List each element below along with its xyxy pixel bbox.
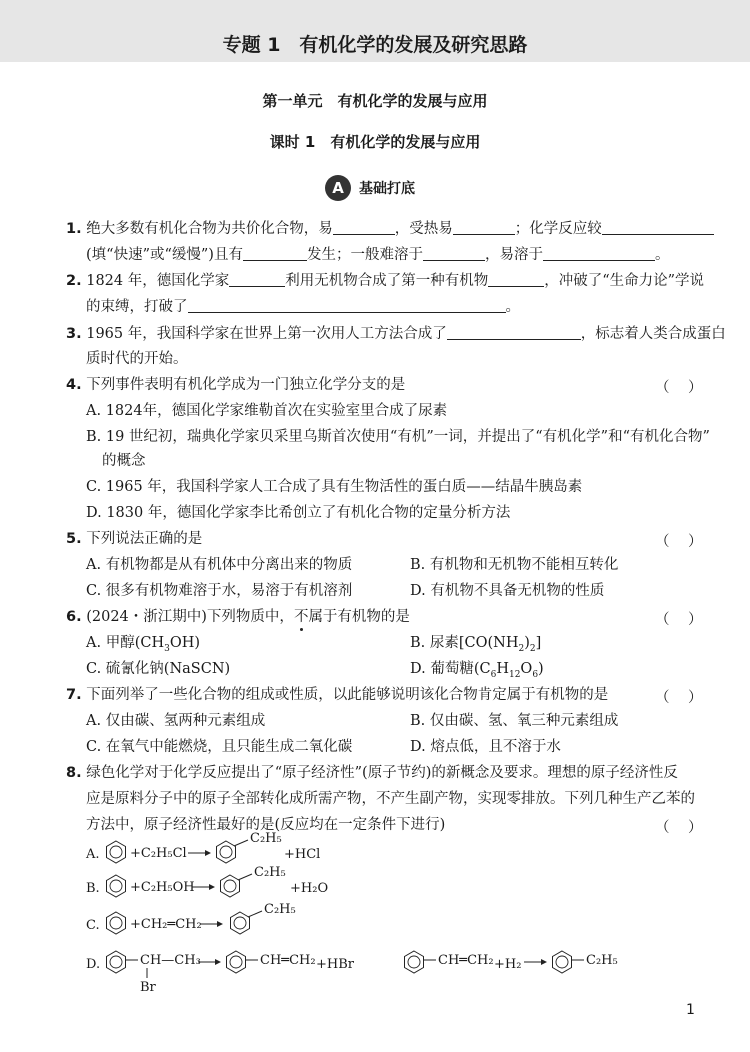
question-text: 下列说法正确的是 xyxy=(86,531,203,547)
benzene-ring-icon xyxy=(217,841,236,863)
side-chain: CH—CH₃ xyxy=(140,953,201,968)
option-d[interactable]: D. 1830 年，德国化学家李比希创立了有机化合物的定量分析方法 xyxy=(86,505,511,521)
subscript: 2 xyxy=(529,643,536,654)
question-text: 属于有机物的是 xyxy=(308,609,410,625)
reagent: +CH₂═CH₂ xyxy=(130,917,202,932)
subscript: 6 xyxy=(490,669,497,680)
question-8-line-3: 方法中，原子经济性最好的是(反应均在一定条件下进行) xyxy=(86,817,446,833)
option-label: C. xyxy=(86,918,100,933)
side-chain: CH═CH₂ xyxy=(438,953,494,968)
unit-title: 第一单元 有机化学的发展与应用 xyxy=(262,92,488,110)
question-text: 1824 年，德国化学家 xyxy=(86,273,230,289)
question-text: ；化学反应较 xyxy=(514,221,602,237)
question-text: 。 xyxy=(654,247,670,263)
option-label: A. xyxy=(86,847,100,862)
question-3-line-2: 质时代的开始。 xyxy=(86,351,188,367)
question-number: 6. xyxy=(66,609,82,625)
reaction-b[interactable] xyxy=(86,865,328,897)
page-number: 1 xyxy=(686,1002,695,1018)
question-text: 发生；一般难溶于 xyxy=(306,247,423,263)
lesson-title: 课时 1 有机化学的发展与应用 xyxy=(269,133,481,151)
option-c[interactable]: C. 很多有机物难溶于水，易溶于有机溶剂 xyxy=(86,583,353,599)
question-number: 1. xyxy=(66,221,82,237)
question-text: 下面列举了一些化合物的组成或性质，以此能够说明该化合物肯定属于有机物的是 xyxy=(86,687,609,703)
bond-line xyxy=(248,911,262,917)
question-text: 。 xyxy=(505,299,520,315)
benzene-ring-icon xyxy=(553,951,572,973)
question-text: ，冲破了“生命力论”学说 xyxy=(544,273,705,289)
question-number: 2. xyxy=(66,273,82,289)
reagent: +C₂H₅Cl xyxy=(130,846,187,861)
question-number: 3. xyxy=(66,326,82,342)
benzene-ring-icon xyxy=(107,951,126,973)
substituent: C₂H₅ xyxy=(250,831,282,846)
question-text: 利用无机物合成了第一种有机物 xyxy=(285,273,489,289)
chapter-title: 专题 1 有机化学的发展及研究思路 xyxy=(222,34,528,56)
question-source: (2024・浙江期中) xyxy=(86,609,207,625)
option-a[interactable]: A. 仅由碳、氢两种元素组成 xyxy=(86,713,266,729)
question-text: ，易溶于 xyxy=(484,247,543,263)
reaction-d[interactable] xyxy=(86,951,618,995)
option-b[interactable]: B. 19 世纪初，瑞典化学家贝采里乌斯首次使用“有机”一词，并提出了“有机化学”和“有机化合物” xyxy=(86,429,710,445)
substituent: C₂H₅ xyxy=(586,953,618,968)
option-text: OH) xyxy=(169,635,201,651)
subscript: 2 xyxy=(518,643,525,654)
reaction-c[interactable] xyxy=(86,902,296,934)
question-text: 下列事件表明有机化学成为一门独立化学分支的是 xyxy=(86,377,406,393)
option-c[interactable]: C. 在氧气中能燃烧，且只能生成二氧化碳 xyxy=(86,739,353,755)
option-b[interactable]: B. 有机物和无机物不能相互转化 xyxy=(410,557,619,573)
option-c[interactable]: C. 硫氰化钠(NaSCN) xyxy=(86,661,231,677)
byproduct: +H₂O xyxy=(290,881,329,896)
reagent: +H₂ xyxy=(494,957,522,972)
answer-parentheses[interactable]: （ ） xyxy=(655,690,705,706)
question-text: 1965 年，我国科学家在世界上第一次用人工方法合成了 xyxy=(86,326,447,342)
bond-line xyxy=(234,840,248,846)
section-badge: A xyxy=(325,175,351,201)
option-a[interactable]: A. 1824年，德国化学家维勒首次在实验室里合成了尿素 xyxy=(86,403,448,419)
option-label: B. xyxy=(86,881,100,896)
option-c[interactable]: C. 1965 年，我国科学家人工合成了具有生物活性的蛋白质——结晶牛胰岛素 xyxy=(86,479,583,495)
question-text: 绿色化学对于化学反应提出了“原子经济性”(原子节约)的新概念及要求。理想的原子经济性反 xyxy=(86,765,678,781)
question-number: 8. xyxy=(66,765,82,781)
byproduct: +HCl xyxy=(284,847,321,862)
substituent: C₂H₅ xyxy=(264,902,296,917)
question-8-line-2: 应是原料分子中的原子全部转化成所需产物，不产生副产物，实现零排放。下列几种生产乙苯的 xyxy=(86,791,695,807)
question-text: ，受热易 xyxy=(394,221,453,237)
subscript: 3 xyxy=(164,643,170,654)
option-text: D. 葡萄糖(C xyxy=(410,661,491,677)
option-text: ) xyxy=(538,661,544,677)
option-text: A. 甲醇(CH xyxy=(86,635,165,651)
substituent: C₂H₅ xyxy=(254,865,286,880)
benzene-ring-icon xyxy=(107,912,126,934)
option-b-continued: 的概念 xyxy=(102,453,146,469)
side-chain: CH═CH₂ xyxy=(260,953,316,968)
section-label: 基础打底 xyxy=(359,181,415,197)
option-label: D. xyxy=(86,957,101,972)
benzene-ring-icon xyxy=(107,841,126,863)
option-text: ] xyxy=(535,635,542,651)
answer-parentheses[interactable]: （ ） xyxy=(655,820,705,836)
bromine-label: Br xyxy=(140,980,156,995)
answer-parentheses[interactable]: （ ） xyxy=(655,380,705,396)
benzene-ring-icon xyxy=(405,951,424,973)
bond-line xyxy=(238,874,252,880)
answer-parentheses[interactable]: （ ） xyxy=(655,534,705,550)
option-a[interactable]: A. 有机物都是从有机体中分离出来的物质 xyxy=(86,557,353,573)
benzene-ring-icon xyxy=(107,875,126,897)
question-number: 5. xyxy=(66,531,82,547)
benzene-ring-icon xyxy=(221,875,240,897)
option-text: B. 尿素[CO(NH xyxy=(410,635,519,651)
answer-parentheses[interactable]: （ ） xyxy=(655,612,705,628)
option-text: H xyxy=(496,661,509,677)
byproduct: +HBr xyxy=(316,957,354,972)
subscript: 6 xyxy=(532,669,539,680)
option-text: O xyxy=(520,661,533,677)
emphasis-not: 不 xyxy=(293,609,309,625)
option-b[interactable]: B. 仅由碳、氢、氧三种元素组成 xyxy=(410,713,619,729)
benzene-ring-icon xyxy=(231,912,250,934)
option-text: ) xyxy=(524,635,530,651)
question-text: ，标志着人类合成蛋白 xyxy=(580,326,726,342)
question-text: 绝大多数有机化合物为共价化合物，易 xyxy=(86,221,333,237)
option-d[interactable]: D. 有机物不具备无机物的性质 xyxy=(410,583,605,599)
question-text: 下列物质中， xyxy=(206,609,294,625)
question-text: 的束缚，打破了 xyxy=(86,299,188,315)
question-number: 7. xyxy=(66,687,82,703)
benzene-ring-icon xyxy=(227,951,246,973)
question-number: 4. xyxy=(66,377,82,393)
subscript: 12 xyxy=(508,669,521,680)
option-d[interactable]: D. 熔点低，且不溶于水 xyxy=(410,739,561,755)
reaction-a[interactable] xyxy=(85,831,320,863)
question-text: (填“快速”或“缓慢”)且有 xyxy=(86,247,243,263)
reagent: +C₂H₅OH xyxy=(130,880,195,895)
